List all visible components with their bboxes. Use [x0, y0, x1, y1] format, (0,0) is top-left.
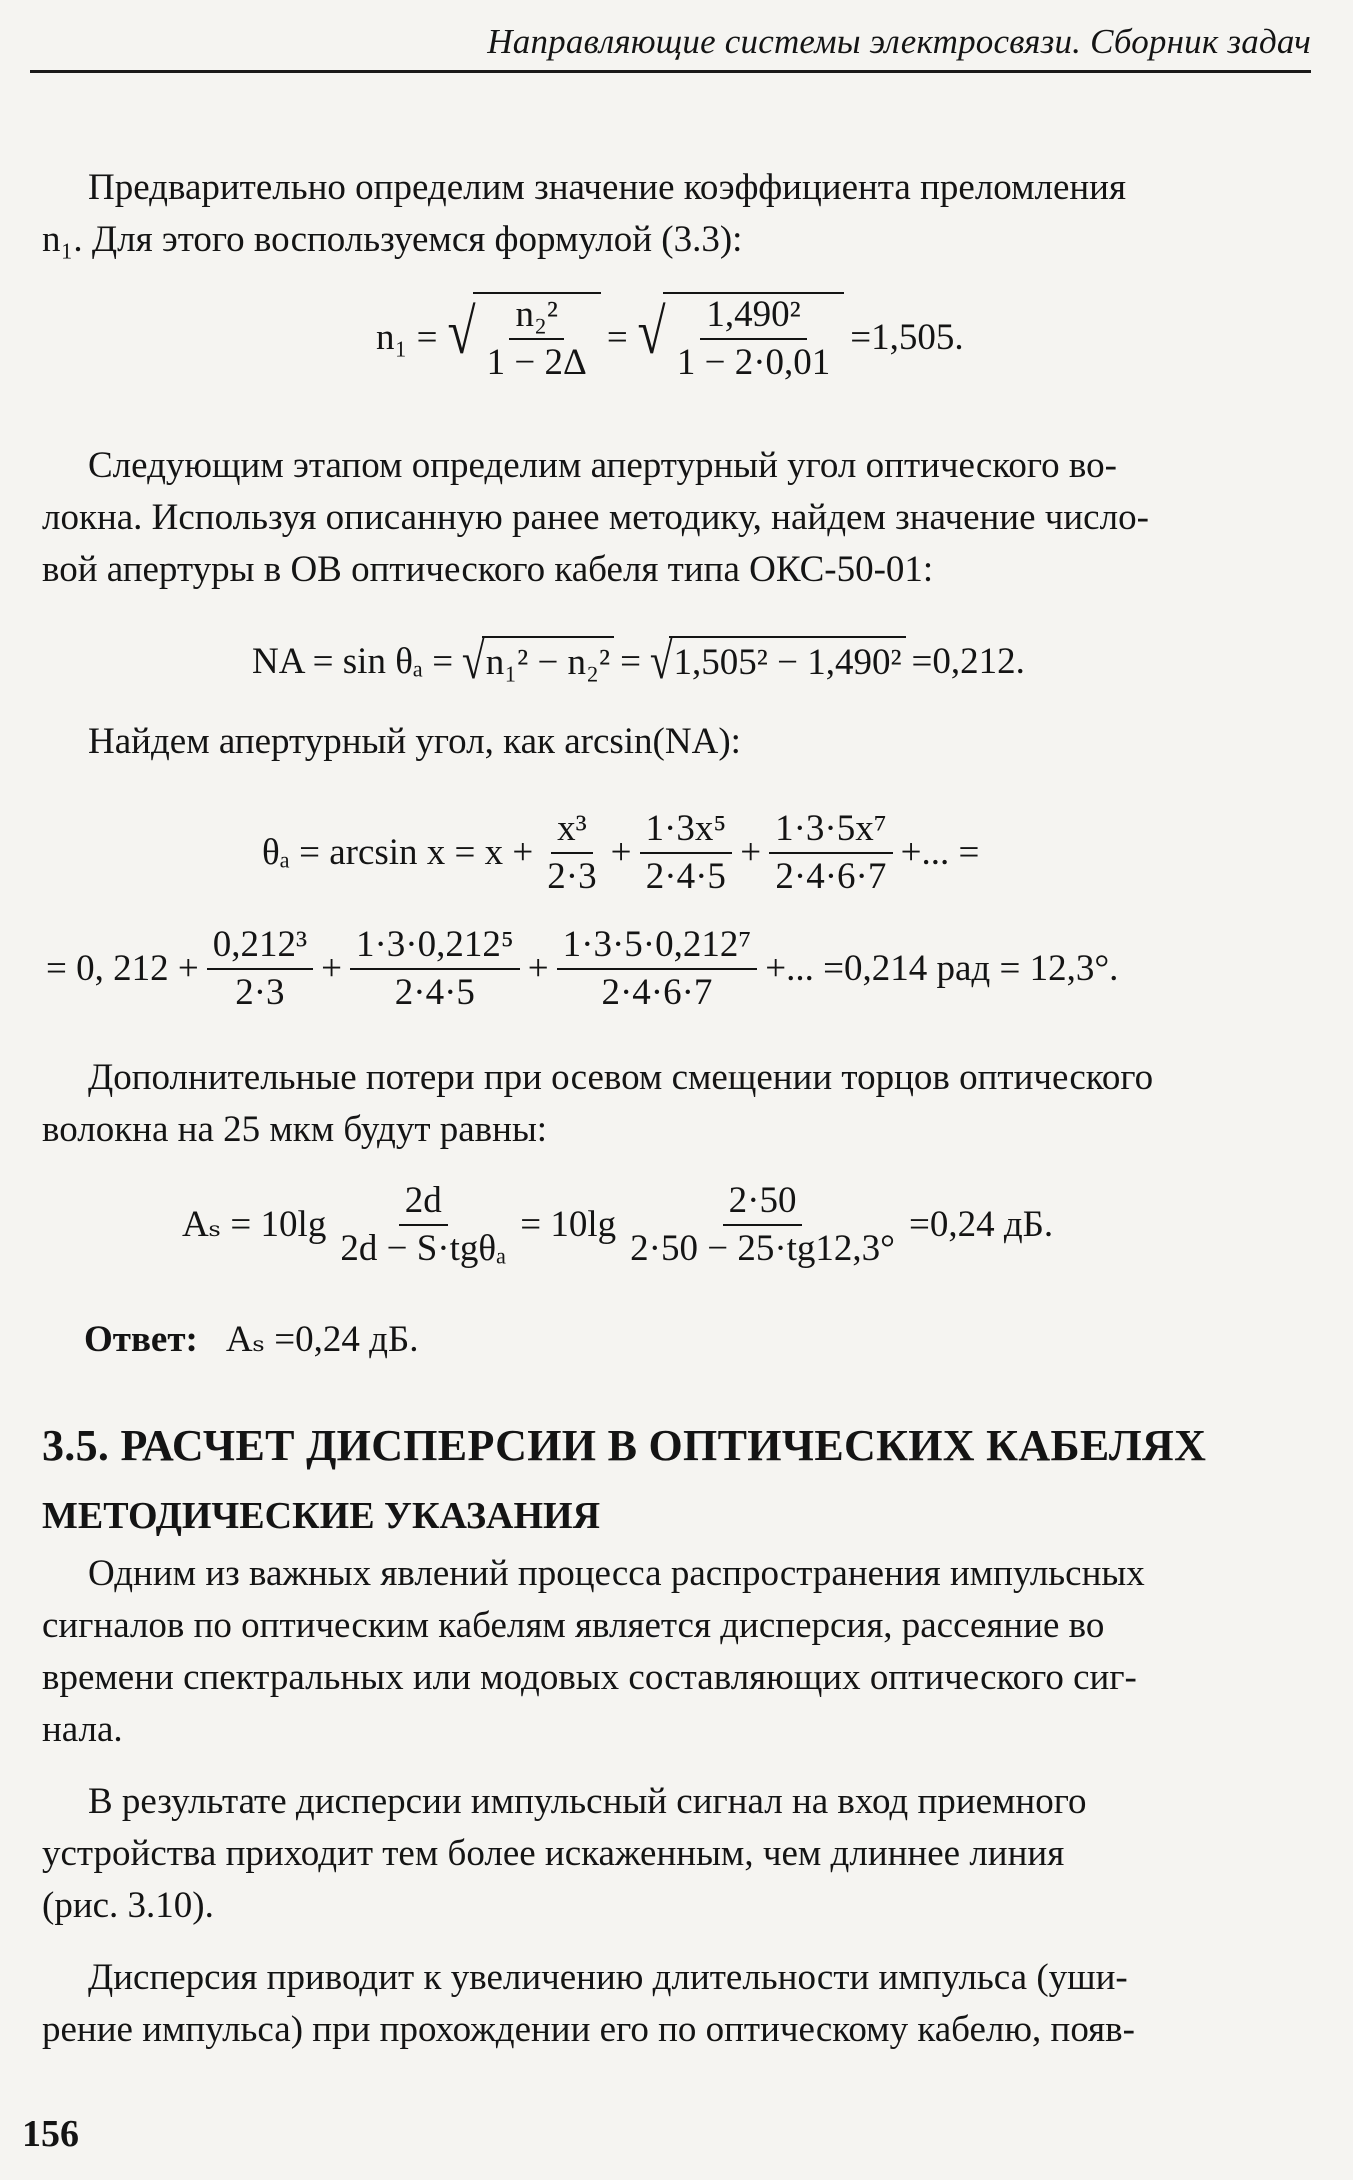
formula-lhs: NA = sin θₐ = [252, 641, 454, 682]
paragraph-intro [42, 162, 1309, 266]
text-line: В результате дисперсии импульсный сигнал на вход приемного [88, 1781, 1087, 1822]
formula-arcsin-series [258, 808, 983, 898]
formula-lhs: Aₛ = 10lg [182, 1204, 327, 1245]
fraction [640, 808, 733, 898]
section-title: 3.5. РАСЧЕТ ДИСПЕРСИИ В ОПТИЧЕСКИХ КАБЕЛЯХ [42, 1421, 1207, 1470]
square-root: √ $\frac{\text{n₂²}}{1 - 2\Delta}$ [444, 292, 601, 384]
fraction-numerator: 0,212³ [207, 924, 313, 970]
fraction-numerator: 1·3·5·0,212⁷ [557, 924, 758, 970]
text-line: вой апертуры в ОВ оптического кабеля типа ОКС-50-01: [42, 549, 934, 590]
plus-sign: + [527, 948, 549, 989]
text-line: n₁. Для этого воспользуемся формулой (3.3): [42, 219, 743, 260]
square-root: √ 1,505² − 1,490² [647, 636, 906, 688]
formula-result: =0,24 дБ. [908, 1204, 1054, 1245]
series-tail: +... =0,214 рад = 12,3°. [765, 948, 1119, 989]
fraction [541, 808, 602, 898]
radicand: 1,505² − 1,490² [669, 636, 905, 688]
formula-offset-losses [178, 1180, 1057, 1270]
fraction-numerator: 1·3·0,212⁵ [350, 924, 520, 970]
formula-arcsin-numeric [42, 924, 1122, 1014]
paragraph-pulse-broadening [42, 1952, 1309, 2056]
fraction-numerator: 2d [399, 1180, 448, 1226]
answer-label: Ответ: [84, 1319, 198, 1360]
plus-sign: + [610, 832, 632, 873]
series-tail: +... = [900, 832, 980, 873]
plus-sign: + [321, 948, 342, 989]
fraction-denominator: 2·4·6·7 [775, 856, 887, 897]
text-line: волокна на 25 мкм будут равны: [42, 1109, 548, 1150]
text-line: нала. [42, 1709, 123, 1750]
fraction [671, 294, 836, 384]
fraction-denominator: 2·3 [235, 972, 285, 1013]
plus-sign: + [740, 832, 762, 873]
text-line: Одним из важных явлений процесса распространения импульсных [88, 1553, 1145, 1594]
text-line: Предварительно определим значение коэффициента преломления [88, 167, 1127, 208]
fraction-numerator: x³ [551, 808, 593, 854]
formula-numerical-aperture [248, 633, 1029, 690]
fraction [350, 924, 520, 1014]
fraction-denominator: 2·4·5 [645, 856, 726, 897]
fraction [207, 924, 313, 1014]
fraction-denominator: 1 − 2Δ [486, 342, 587, 383]
text-line: рение импульса) при прохождении его по оптическому кабелю, появ- [42, 2009, 1135, 2050]
answer-value: Aₛ =0,24 дБ. [225, 1319, 419, 1360]
answer-line [84, 1318, 418, 1362]
fraction-numerator: n₂² [509, 294, 564, 340]
fraction [481, 294, 593, 384]
formula-lhs: n₁ = [376, 317, 438, 358]
page-number: 156 [22, 2113, 79, 2155]
square-root: √ $\frac{\text{1,490²}}{1 - 2\cdot 0,01}$ [634, 292, 845, 384]
square-root: √ n₁² − n₂² [459, 636, 614, 688]
fraction [334, 1180, 512, 1270]
paragraph-aperture [42, 440, 1309, 596]
fraction-denominator: 2·50 − 25·tg12,3° [630, 1228, 895, 1269]
paragraph-dispersion-definition [42, 1548, 1309, 1756]
formula-middle: = 10lg [520, 1204, 617, 1245]
formula-result: =1,505. [850, 317, 964, 358]
fraction-numerator: 2·50 [723, 1180, 803, 1226]
paragraph-losses [42, 1052, 1309, 1156]
paragraph-arcsin [42, 716, 1309, 768]
text-line: Следующим этапом определим апертурный угол оптического во- [88, 445, 1117, 486]
equals-sign: = [620, 641, 641, 682]
text-line: локна. Используя описанную ранее методику, найдем значение число- [42, 497, 1149, 538]
formula-result: =0,212. [911, 641, 1025, 682]
text-line: устройства приходит тем более искаженным, чем длиннее линия [42, 1833, 1065, 1874]
equals-sign: = [606, 317, 628, 358]
fraction-denominator: 2d − S·tgθₐ [340, 1228, 507, 1269]
text-line: Дополнительные потери при осевом смещении торцов оптического [88, 1057, 1154, 1098]
fraction-denominator: 1 − 2·0,01 [676, 342, 831, 383]
fraction [557, 924, 758, 1014]
fraction-denominator: 2·3 [547, 856, 597, 897]
running-header: Направляющие системы электросвязи. Сборник задач [487, 22, 1311, 61]
fraction-numerator: 1·3x⁵ [640, 808, 733, 854]
formula-lhs: = 0, 212 + [46, 948, 199, 989]
header-rule [30, 70, 1311, 73]
paragraph-signal-distortion [42, 1776, 1309, 1932]
text-line: (рис. 3.10). [42, 1885, 214, 1926]
text-line: Дисперсия приводит к увеличению длительности импульса (уши- [88, 1957, 1128, 1998]
fraction-numerator: 1,490² [700, 294, 806, 340]
subsection-title: МЕТОДИЧЕСКИЕ УКАЗАНИЯ [42, 1495, 601, 1537]
fraction [769, 808, 893, 898]
text-line: Найдем апертурный угол, как arcsin(NA): [88, 721, 741, 762]
fraction [624, 1180, 901, 1270]
formula-lhs: θₐ = arcsin x = x + [262, 832, 534, 873]
text-line: сигналов по оптическим кабелям является дисперсия, рассеяние во [42, 1605, 1105, 1646]
fraction-denominator: 2·4·6·7 [601, 972, 713, 1013]
fraction-denominator: 2·4·5 [394, 972, 475, 1013]
text-line: времени спектральных или модовых составляющих оптического сиг- [42, 1657, 1137, 1698]
radicand: n₁² − n₂² [482, 636, 614, 688]
fraction-numerator: 1·3·5x⁷ [769, 808, 893, 854]
formula-refractive-index [372, 292, 968, 384]
